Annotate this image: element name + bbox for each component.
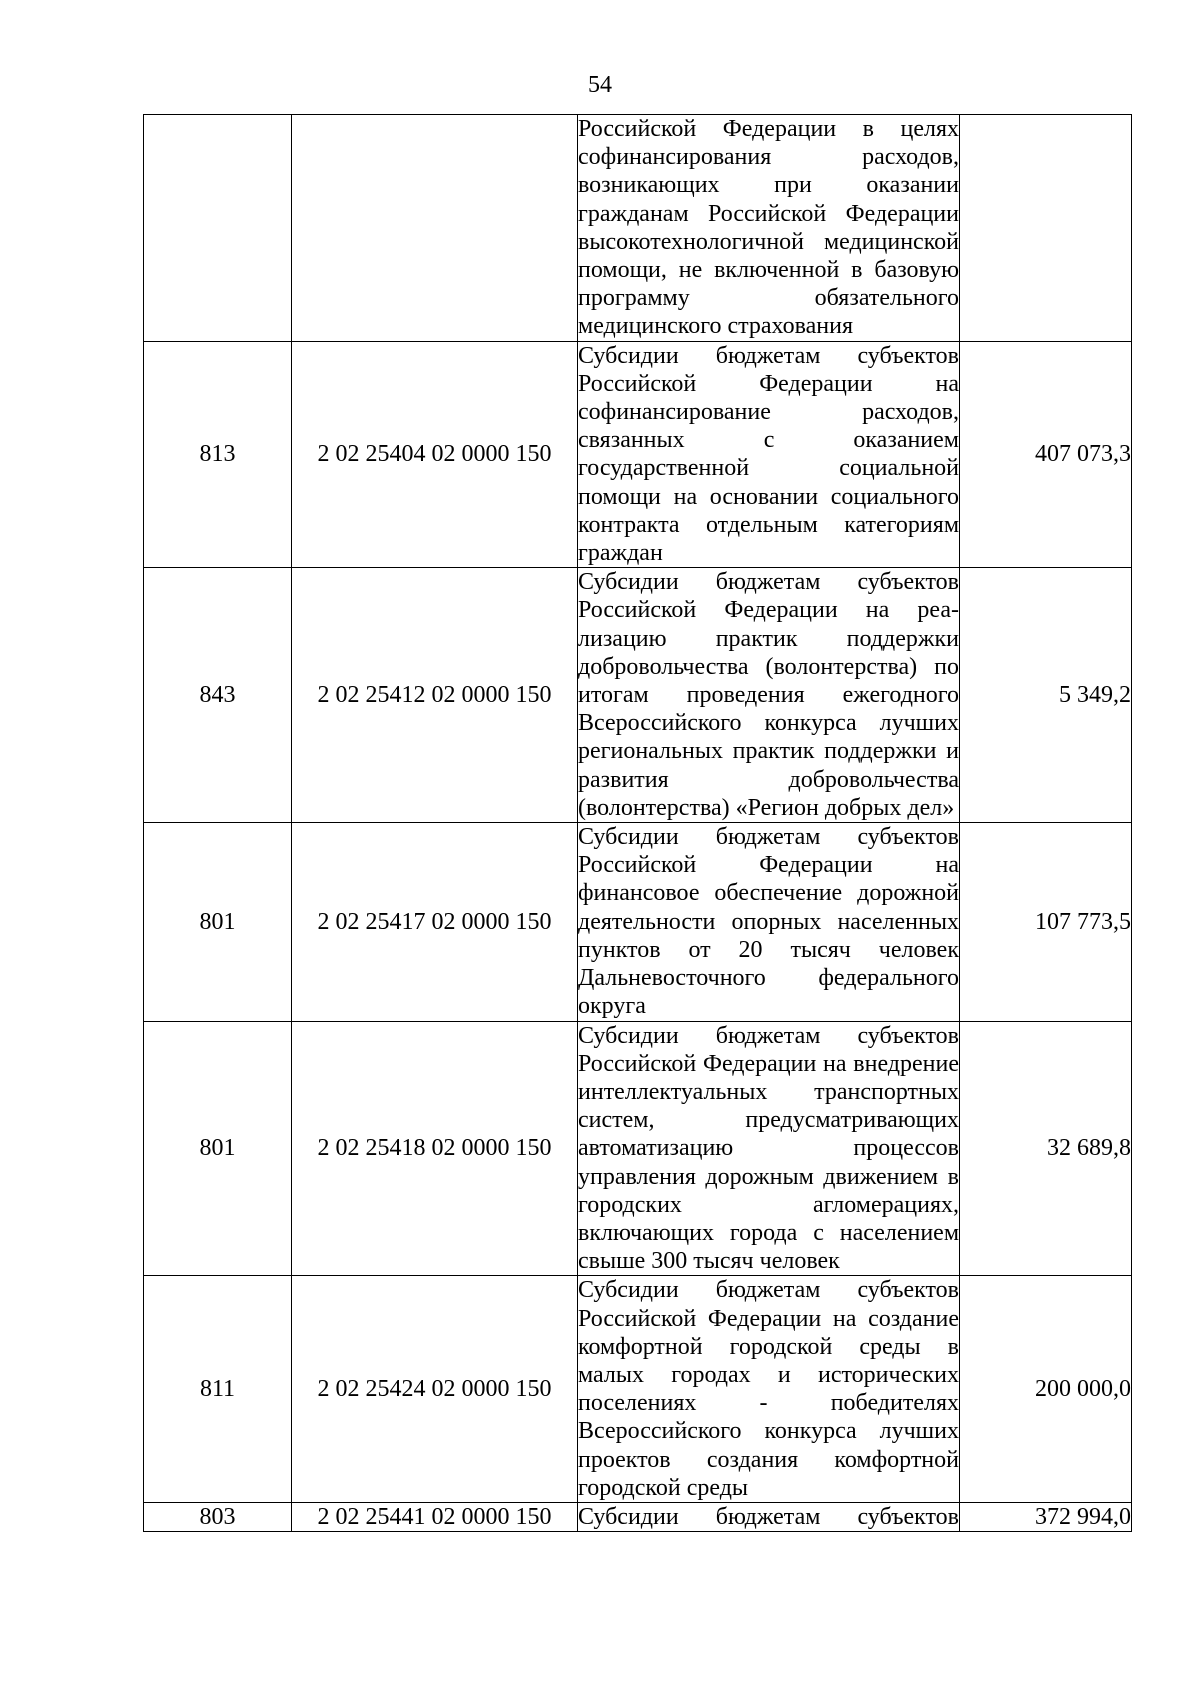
table-row <box>144 823 1132 1021</box>
table-row <box>144 341 1132 568</box>
table-row <box>144 115 1132 342</box>
table-row <box>144 1502 1132 1531</box>
admin-code-cell: 803 <box>144 1502 292 1531</box>
budget-revenue-table <box>143 114 1132 1532</box>
amount-cell <box>960 115 1132 342</box>
budget-classification-code-cell <box>292 115 578 342</box>
admin-code-cell: 811 <box>144 1276 292 1503</box>
revenue-name-cell: Субсидии бюджетам субъектов Российской Федерации на финансовое обеспечение дорожной деятельности опорных населенных пунктов от 20 тысяч человек Дальневосточного федерального округа <box>578 824 959 1020</box>
budget-classification-code-cell: 2 02 25418 02 0000 150 <box>292 1021 578 1276</box>
budget-classification-code-cell: 2 02 25412 02 0000 150 <box>292 568 578 823</box>
budget-classification-code-cell: 2 02 25424 02 0000 150 <box>292 1276 578 1503</box>
admin-code-cell: 801 <box>144 1021 292 1276</box>
revenue-name-cell: Субсидии бюджетам субъектов Российской Федерации на создание комфортной городской среды в малых городах и исторических поселениях - победителях Всероссийского конкурса лучших проектов создания комфортной городской среды <box>578 1277 959 1501</box>
amount-cell: 32 689,8 <box>960 1021 1132 1276</box>
revenue-name-cell: Субсидии бюджетам субъектов Российской Федерации на внедрение интеллектуальных транспортных систем, предусматривающих автоматизацию процессов управления дорожным движением в городских агломерациях, включающих города с населением свыше 300 тысяч человек <box>578 1022 959 1275</box>
admin-code-cell: 801 <box>144 823 292 1021</box>
revenue-name-cell: Субсидии бюджетам субъектов Российской Федерации на реализацию практик поддержки добровольчества (волонтерства) по итогам проведения ежегодного Всероссийского конкурса лучших региональных практик поддержки и развития добровольчества (волонтерства) «Регион добрых дел» <box>578 569 959 821</box>
amount-cell: 407 073,3 <box>960 341 1132 568</box>
budget-classification-code-cell: 2 02 25404 02 0000 150 <box>292 341 578 568</box>
admin-code-cell <box>144 115 292 342</box>
table-row <box>144 1276 1132 1503</box>
admin-code-cell: 843 <box>144 568 292 823</box>
table-row <box>144 568 1132 823</box>
revenue-name-cell: Субсидии бюджетам субъектов Российской Федерации на софинансирование расходов, связанных с оказанием государственной социальной помощи на основании социального контракта отдельным категориям граждан <box>578 342 959 567</box>
amount-cell: 5 349,2 <box>960 568 1132 823</box>
table-row <box>144 1021 1132 1276</box>
amount-cell: 372 994,0 <box>960 1502 1132 1531</box>
admin-code-cell: 813 <box>144 341 292 568</box>
amount-cell: 107 773,5 <box>960 823 1132 1021</box>
revenue-name-cell: Российской Федерации в целях софинансирования расходов, возникающих при оказании гражданам Российской Федерации высокотехнологичной медицинской помощи, не включенной в базовую программу обязательного медицинского страхования <box>578 116 959 340</box>
page-number: 54 <box>588 72 612 98</box>
budget-classification-code-cell: 2 02 25441 02 0000 150 <box>292 1502 578 1531</box>
revenue-name-cell: Субсидии бюджетам субъектов <box>578 1503 959 1530</box>
budget-classification-code-cell: 2 02 25417 02 0000 150 <box>292 823 578 1021</box>
amount-cell: 200 000,0 <box>960 1276 1132 1503</box>
